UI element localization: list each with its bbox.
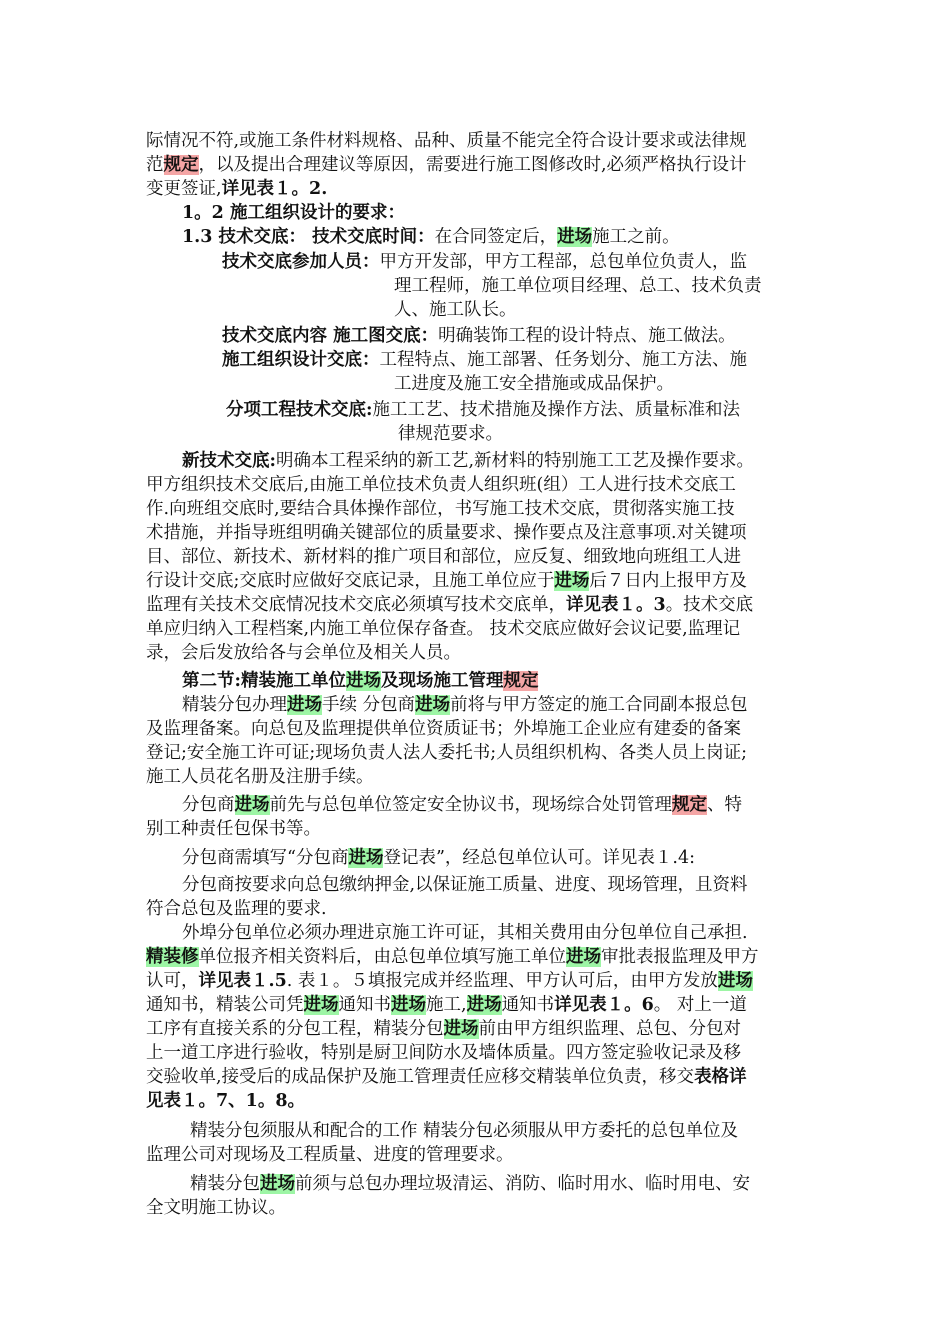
text-line — [146, 153, 747, 179]
text-span: 际情况不符,或施工条件材料规格、品种、质量不能完全符合设计要求或法律规 — [146, 131, 747, 151]
text-span: 监理有关技术交底情况技术交底必须填写技术交底单， — [146, 595, 566, 615]
highlight-green: 进场 — [348, 848, 384, 868]
text-span: 前将与甲方签定的施工合同副本报总包 — [450, 695, 748, 715]
text-span: 全文明施工协议。 — [146, 1198, 286, 1218]
text-line — [182, 669, 538, 695]
text-line — [146, 177, 327, 203]
text-span: 、特 — [707, 795, 742, 815]
text-span: 上一道工序进行验收，特别是厨卫间防水及墙体质量。四方签定验收记录及移 — [146, 1043, 741, 1063]
text-line — [146, 993, 747, 1019]
text-line — [146, 473, 736, 499]
text-span: 分包商 — [182, 795, 235, 815]
text-line — [182, 201, 405, 227]
text-span: 单应归纳入工程档案,内施工单位保存备查。 技术交底应做好会议记要,监理记 — [146, 619, 741, 639]
bold-text: 详见表１.5 — [198, 971, 287, 991]
text-line — [146, 817, 321, 843]
text-span: 工进度及施工安全措施或成品保护。 — [394, 374, 674, 394]
text-span: 精装分包 — [190, 1174, 260, 1194]
text-span: 别工种责任包保书等。 — [146, 819, 321, 839]
text-line — [146, 545, 741, 571]
text-line — [146, 129, 747, 155]
text-line — [182, 793, 742, 819]
text-line — [182, 449, 754, 475]
text-span: 及监理备案。向总包及监理提供单位资质证书；外埠施工企业应有建委的备案 — [146, 719, 741, 739]
text-line — [146, 1017, 741, 1043]
text-span: 前由甲方组织监理、总包、分包对 — [478, 1019, 741, 1039]
highlight-green: 进场 — [566, 947, 601, 967]
text-line — [146, 521, 747, 547]
bold-text: 详见表１。6 — [554, 995, 654, 1015]
bold-text: 1。2 施工组织设计的要求： — [182, 203, 405, 223]
text-line — [146, 593, 753, 619]
text-line — [146, 765, 374, 791]
text-span: 明确装饰工程的设计特点、施工做法。 — [438, 326, 736, 346]
text-line — [190, 1172, 750, 1198]
text-line — [222, 348, 747, 374]
text-span: 工序有直接关系的分包工程，精装分包 — [146, 1019, 444, 1039]
highlight-red: 规定 — [503, 671, 539, 691]
bold-text: 技术交底内容 施工图交底： — [222, 326, 439, 346]
text-line — [182, 873, 748, 899]
text-span: 分包商需填写“分包商 — [182, 848, 349, 868]
text-span: 甲方开发部，甲方工程部，总包单位负责人，监 — [379, 252, 747, 272]
text-span: 外埠分包单位必须办理进京施工许可证，其相关费用由分包单位自己承担. — [182, 923, 748, 943]
text-line — [394, 372, 674, 398]
text-line — [146, 497, 735, 523]
highlight-green: 进场 — [345, 671, 381, 691]
text-span: 。技术交底 — [665, 595, 754, 615]
text-span: 精装分包须服从和配合的工作 精装分包必须服从甲方委托的总包单位及 — [190, 1121, 739, 1141]
text-line — [182, 846, 695, 872]
text-line — [146, 717, 741, 743]
text-span: 分包商按要求向总包缴纳押金,以保证施工质量、进度、现场管理，且资料 — [182, 875, 748, 895]
highlight-green: 进场 — [466, 995, 502, 1015]
text-span: 人、施工队长。 — [394, 300, 517, 320]
text-line — [146, 897, 327, 923]
highlight-green: 进场 — [557, 227, 593, 247]
bold-text: 新技术交底: — [182, 451, 276, 471]
text-span: . 表１。５填报完成并经监理、甲方认可后，由甲方发放 — [286, 971, 718, 991]
text-span: 通知书 — [501, 995, 555, 1015]
text-span: 施工之前。 — [592, 227, 680, 247]
text-span: 在合同签定后， — [434, 227, 558, 247]
bold-text: 见表１。7、1。8。 — [146, 1091, 306, 1111]
bold-text: 详见表１。2. — [221, 179, 328, 199]
highlight-red: 规定 — [672, 795, 707, 815]
text-span: 施工工艺、技术措施及操作方法、质量标准和法 — [372, 400, 740, 420]
text-span: 目、部位、新技术、新材料的推广项目和部位，应反复、细致地向班组工人进 — [146, 547, 741, 567]
text-line — [146, 1065, 747, 1091]
bold-text: 技术交底参加人员： — [222, 252, 380, 272]
text-span: 符合总包及监理的要求. — [146, 899, 327, 919]
highlight-green: 进场 — [303, 995, 339, 1015]
text-line — [146, 741, 747, 767]
text-span: 术措施，并指导班组明确关键部位的质量要求、操作要点及注意事项.对关键项 — [146, 523, 747, 543]
text-line — [222, 324, 736, 350]
text-span: 录，会后发放给各与会单位及相关人员。 — [146, 643, 461, 663]
highlight-green: 进场 — [234, 795, 270, 815]
highlight-green: 进场 — [717, 971, 753, 991]
text-span: 工程特点、施工部署、任务划分、施工方法、施 — [379, 350, 747, 370]
text-span: 行设计交底;交底时应做好交底记录，且施工单位应于 — [146, 571, 555, 591]
text-span: 登记;安全施工许可证;现场负责人法人委托书;人员组织机构、各类人员上岗证; — [146, 743, 748, 763]
text-line — [146, 641, 461, 667]
text-line — [398, 422, 503, 448]
text-span: 明确本工程采纳的新工艺,新材料的特别施工工艺及操作要求。 — [275, 451, 755, 471]
text-line — [182, 921, 748, 947]
text-line — [146, 969, 753, 995]
text-line — [146, 1196, 286, 1222]
text-span: 前须与总包办理垃圾清运、消防、临时用水、临时用电、安 — [295, 1174, 750, 1194]
text-span: 律规范要求。 — [398, 424, 503, 444]
text-span: 范 — [146, 155, 164, 175]
text-line — [394, 298, 517, 324]
text-span: 通知书，精装公司凭 — [146, 995, 304, 1015]
text-line — [146, 1041, 741, 1067]
text-line — [222, 250, 747, 276]
text-span: 理工程师，施工单位项目经理、总工、技术负责 — [394, 276, 762, 296]
text-line — [190, 1119, 738, 1145]
highlight-green: 精装修 — [146, 947, 199, 967]
text-line — [182, 225, 680, 251]
text-line — [146, 945, 759, 971]
bold-text: 及现场施工管理 — [380, 671, 504, 691]
text-span: 施工, — [426, 995, 467, 1015]
text-span: 登记表”，经总包单位认可。详见表１.4: — [383, 848, 695, 868]
text-span: 单位报齐相关资料后，由总包单位填写施工单位 — [198, 947, 566, 967]
text-span: ，以及提出合理建议等原因，需要进行施工图修改时,必须严格执行设计 — [198, 155, 747, 175]
highlight-green: 进场 — [260, 1174, 295, 1194]
text-span: 通知书 — [338, 995, 391, 1015]
bold-text: 分项工程技术交底: — [226, 400, 373, 420]
text-line — [226, 398, 740, 424]
text-span: 甲方组织技术交底后,由施工单位技术负责人组织班(组）工人进行技术交底工 — [146, 475, 736, 495]
highlight-green: 进场 — [287, 695, 322, 715]
highlight-green: 进场 — [391, 995, 426, 1015]
text-span: 变更签证, — [146, 179, 222, 199]
text-span: 手续 分包商 — [322, 695, 416, 715]
text-span: 审批表报监理及甲方 — [601, 947, 759, 967]
bold-text: 1.3 技术交底： 技术交底时间： — [182, 227, 435, 247]
bold-text: 详见表１。3 — [566, 595, 666, 615]
highlight-green: 进场 — [554, 571, 590, 591]
text-span: 。 对上一道 — [653, 995, 747, 1015]
text-span: 交验收单,接受后的成品保护及施工管理责任应移交精装单位负责，移交 — [146, 1067, 695, 1087]
bold-text: 表格详 — [694, 1067, 747, 1087]
text-line — [146, 1143, 514, 1169]
text-line — [182, 693, 748, 719]
text-span: 认可， — [146, 971, 199, 991]
highlight-red: 规定 — [163, 155, 199, 175]
text-span: 施工人员花名册及注册手续。 — [146, 767, 374, 787]
highlight-green: 进场 — [415, 695, 451, 715]
text-line — [146, 1089, 305, 1115]
text-span: 监理公司对现场及工程质量、进度的管理要求。 — [146, 1145, 514, 1165]
text-span: 作.向班组交底时,要结合具体操作部位，书写施工技术交底，贯彻落实施工技 — [146, 499, 735, 519]
text-span: 前先与总包单位签定安全协议书，现场综合处罚管理 — [269, 795, 672, 815]
bold-text: 施工组织设计交底： — [222, 350, 380, 370]
text-line — [146, 569, 747, 595]
bold-text: 第二节:精装施工单位 — [182, 671, 346, 691]
highlight-green: 进场 — [443, 1019, 479, 1039]
text-span: 精装分包办理 — [182, 695, 287, 715]
text-line — [146, 617, 740, 643]
text-line — [394, 274, 762, 300]
text-span: 后７日内上报甲方及 — [589, 571, 747, 591]
